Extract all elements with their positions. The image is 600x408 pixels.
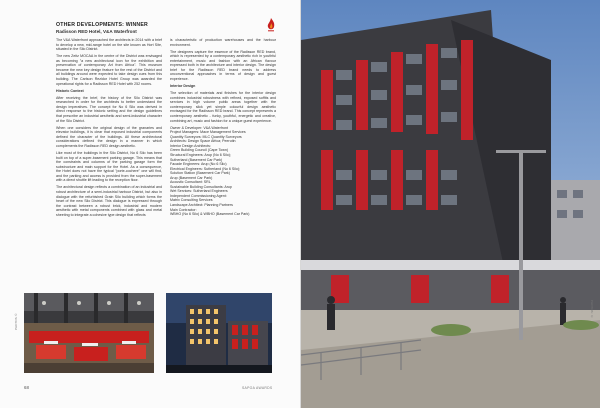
- credit-line: Acoustic Consultant: SRL: [170, 180, 211, 185]
- credit-line: Main Contractor:: [170, 207, 197, 212]
- article-eyebrow: OTHER DEVELOPMENTS: WINNER: [56, 22, 148, 28]
- interior-restaurant-photo: [24, 293, 154, 373]
- credit-line: WBHO (No 6 Silo) & WBHO (Basement Car Park): [170, 212, 250, 217]
- credit-line: Sustainable Building Consultants: Arup: [170, 184, 232, 189]
- section-heading: Historic Context: [56, 88, 84, 93]
- exterior-night-photo: [166, 293, 272, 373]
- body-paragraph: Like most of the buildings in the Silo District, No 6 Silo has been built on top of a super-basement parking garage. This means that the constraints and columns of the parking garage form the substructure and main support for the Hotel. As a consequence, the Hotel does not have the typical "porte-cochere" one will find, and the parking and access is provided from the super-basement with a direct shuttle lift leading to the reception floor.: [56, 151, 162, 183]
- credit-line: Wet Services: Sutherland Engineers: [170, 189, 228, 194]
- right-photo-credit: PHOTOS: ©: [590, 300, 594, 319]
- flame-logo-icon: [266, 18, 276, 32]
- credit-line: Owner & Developer: V&A Waterfront: [170, 125, 228, 130]
- credit-line: Independent Commissioning Agent:: [170, 193, 227, 198]
- credit-line: Facade Engineers: Arup (No 6 Silo): [170, 162, 227, 167]
- credit-line: Project Managers: Mace Management Services: [170, 130, 246, 135]
- section-heading: Interior Design: [170, 84, 196, 89]
- credit-line: Matrix Consulting Services: [170, 198, 213, 203]
- body-paragraph: The new Zeitz MOCAA in the centre of the District was envisaged as becoming "a new architectural icon for the exhibition and preservation of contemporary Art from Africa". This museum became the new key design feature for the rest of the District and all buildings around were expected to take design cues from this building. The Carlson Rezidor Hotel Group was awarded the operational rights for a Radisson RED Hotel with 252 rooms.: [56, 54, 162, 86]
- credit-line: Sutherland (Basement Car Park): [170, 157, 223, 162]
- hotel-exterior-photo: [301, 0, 600, 408]
- right-page: [301, 0, 600, 408]
- credit-line: Arup (Basement Car Park): [170, 175, 213, 180]
- body-paragraph: The selection of materials and finishes for the interior design combines industrial robustness with refined, exposed soffits and services in high volume public areas together with the contemporary slick yet simple colourful design aesthetic envisaged for the Radisson RED brand. This concept represents a contemporary aesthetic - funky, youthful, energetic and creative, combining art, music and fashion for a unique guest experience.: [170, 91, 276, 123]
- credit-line: Electrical Engineers: Sutherland (No 6 Silo);: [170, 166, 241, 171]
- body-paragraph: is characteristic of production warehouses and the harbour environment.: [170, 38, 276, 47]
- footer-publication: SAPOA AWARDS: [242, 386, 273, 390]
- credit-line: Solution Station (Basement Car Park): [170, 171, 230, 176]
- body-paragraph: The designers capture the essence of the Radisson RED brand, which is represented by a contemporary aesthetic rich in youthful entertainment, music and fashion with an African flavour expressed both in the architecture and interior design. The design brief for the Radisson RED brand needs to address unconventional approaches in terms of design and guest experience.: [170, 49, 276, 81]
- text-column-1: [56, 38, 162, 220]
- text-column-2: [170, 38, 276, 220]
- credit-line: Interior Design Architects:: [170, 143, 211, 148]
- credit-line: Landscape Architect: Planning Partners: [170, 202, 233, 207]
- credit-line: Green Building Council (Cape Town): [170, 148, 229, 153]
- body-paragraph: The V&A Waterfront approached the architects in 2014 with a brief to develop a new, mid-range hotel on the site known as Hort Site, situated in the Silo District.: [56, 38, 162, 52]
- article-header: [56, 22, 271, 34]
- photo-credit-vertical: PHOTOS: ©: [14, 313, 18, 330]
- page-number: 68: [24, 385, 29, 390]
- credit-line: Structural Engineers: Arup (No 6 Silo);: [170, 152, 231, 157]
- article-body: [56, 38, 276, 220]
- body-paragraph: When one considers the original design of the granaries and elevator buildings, it is clear that exposed industrial components defined the character of the buildings. All these architectural considerations defined the design in a manner in which complements the Radisson RED design aesthetic.: [56, 125, 162, 148]
- article-subhead: Radisson RED Hotel, V&A Waterfront: [56, 29, 137, 34]
- credit-line: Quantity Surveyors: MLC Quantity Surveyors: [170, 134, 242, 139]
- credit-line: Architects: Design Space Africa; Peerutin: [170, 139, 236, 144]
- body-paragraph: After receiving the brief, the history of the Silo District was researched in order for the architects to better understand the design imperatives. The concept for No 6 Silo was derived in direct response to the historic setting and the design guidelines that prescribe an industrial aesthetic and semi-industrial character of the Silo District.: [56, 95, 162, 123]
- body-paragraph: The architectural design reflects a combination of an industrial and robust architecture of a semi-industrial harbour District, but also in dialogue with the refurbished Grain Silo building which forms the heart of the new Silo District. This dialogue is expressed through the contrast between a robust brick, industrial and modern aesthetic with metal components combined with glass and metal sheeting to integrate a cohesive type design that reflects: [56, 185, 162, 217]
